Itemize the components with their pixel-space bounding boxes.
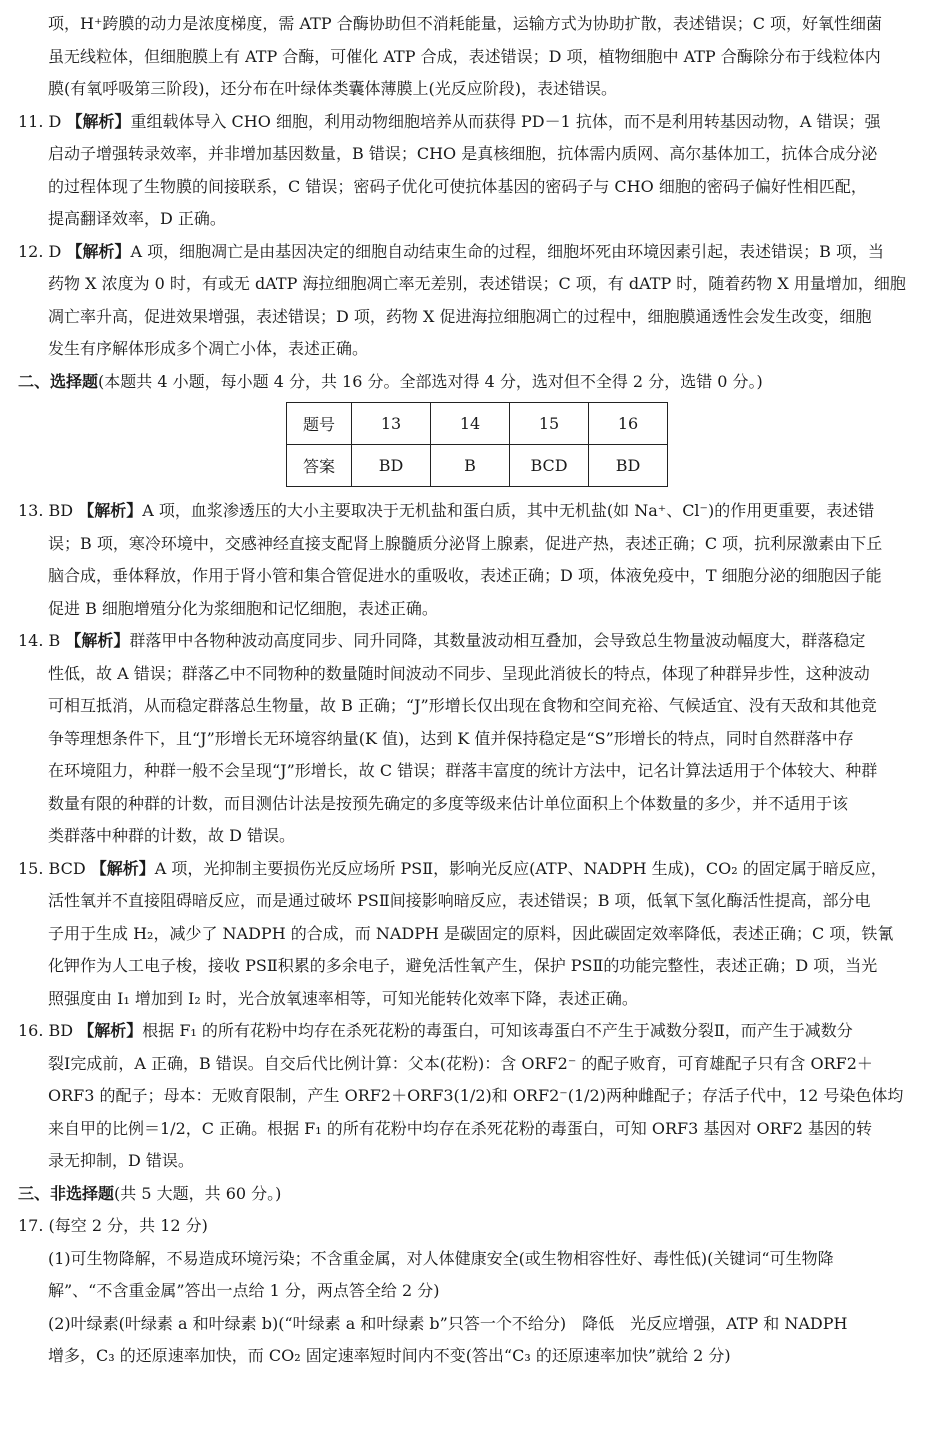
q13-line: 促进 B 细胞增殖分化为浆细胞和记忆细胞，表述正确。 — [48, 598, 438, 618]
question-16 — [18, 1015, 936, 1178]
q15-line: 化钾作为人工电子梭，接收 PSⅡ积累的多余电子，避免活性氧产生，保护 PSⅡ的功能完整性，表述正确；D 项，当光 — [48, 956, 878, 975]
q12-line: A 项，细胞凋亡是由基因决定的细胞自动结束生命的过程，细胞坏死由环境因素引起，表述错误；B 项，当 — [130, 241, 884, 261]
q11-answer: 11. D — [18, 111, 62, 131]
q15-line: 照强度由 I₁ 增加到 I₂ 时，光合放氧速率相等，可知光能转化效率下降，表述正确。 — [48, 988, 638, 1008]
table-row — [287, 403, 668, 445]
q10-continuation-line: 项，H⁺跨膜的动力是浓度梯度，需 ATP 合酶协助但不消耗能量，运输方式为协助扩散，表述错误；C 项，好氧性细菌 — [48, 14, 883, 33]
table-cell: B — [431, 445, 510, 487]
table-cell: 15 — [510, 403, 589, 445]
q13-line: 脑合成，垂体释放，作用于肾小管和集合管促进水的重吸收，表述正确；D 项，体液免疫中，T 细胞分泌的细胞因子能 — [48, 566, 882, 585]
q14-line: 在环境阻力，种群一般不会呈现“J”形增长，故 C 错误；群落丰富度的统计方法中，记名计算法适用于个体较大、种群 — [48, 761, 878, 780]
q16-answer: 16. BD — [18, 1021, 74, 1040]
section-3-heading — [18, 1178, 936, 1211]
q16-line: 裂Ⅰ完成前，A 正确，B 错误。自交后代比例计算：父本(花粉)：含 ORF2⁻ 的配子败育，可育雄配子只有含 ORF2＋ — [48, 1053, 873, 1073]
q14-line: 类群落中种群的计数，故 D 错误。 — [48, 826, 296, 845]
q15-analysis-tag: 【解析】 — [90, 858, 155, 878]
q15-answer: 15. BCD — [18, 858, 86, 878]
q11-line: 重组载体导入 CHO 细胞，利用动物细胞培养从而获得 PD－1 抗体，而不是利用转基因动物，A 错误；强 — [130, 111, 881, 131]
question-15 — [18, 853, 936, 1016]
table-cell: BD — [352, 445, 431, 487]
q16-line: ORF3 的配子；母本：无败育限制，产生 ORF2＋ORF3(1/2)和 ORF2⁻(1/2)两种雌配子；存活子代中，12 号染色体均 — [48, 1086, 904, 1105]
q10-continuation-line: 膜(有氧呼吸第三阶段)，还分布在叶绿体类囊体薄膜上(光反应阶段)，表述错误。 — [48, 79, 617, 98]
table-header-number: 题号 — [287, 403, 352, 445]
q17-part1-line: (1)可生物降解，不易造成环境污染；不含重金属，对人体健康安全(或生物相容性好、毒性低)(关键词“可生物降 — [48, 1248, 834, 1268]
q17-part1-line: 解”、“不含重金属”答出一点给 1 分，两点答全给 2 分) — [48, 1281, 440, 1300]
table-cell: 14 — [431, 403, 510, 445]
q16-line: 来自甲的比例＝1/2，C 正确。根据 F₁ 的所有花粉中均存在杀死花粉的毒蛋白，可知 ORF3 基因对 ORF2 基因的转 — [48, 1118, 873, 1138]
q11-line: 启动子增强转录效率，并非增加基因数量，B 错误；CHO 是真核细胞，抗体需内质网、高尔基体加工，抗体合成分泌 — [48, 144, 878, 163]
section-3-desc: (共 5 大题，共 60 分。) — [114, 1183, 282, 1203]
q12-answer: 12. D — [18, 241, 62, 261]
table-cell: BCD — [510, 445, 589, 487]
q13-line: 误；B 项，寒冷环境中，交感神经直接支配肾上腺髓质分泌肾上腺素，促进产热，表述正确；C 项，抗利尿激素由下丘 — [48, 533, 883, 553]
q13-answer: 13. BD — [18, 501, 74, 520]
q14-analysis-tag: 【解析】 — [65, 631, 130, 650]
answer-key-page — [18, 8, 936, 1373]
q12-line: 凋亡率升高，促进效果增强，表述错误；D 项，药物 X 促进海拉细胞凋亡的过程中，细胞膜通透性会发生改变，细胞 — [48, 306, 872, 326]
q16-analysis-tag: 【解析】 — [78, 1021, 143, 1040]
section-3-title: 三、非选择题 — [18, 1183, 115, 1203]
question-12 — [18, 236, 936, 366]
table-cell: BD — [589, 445, 668, 487]
q16-line: 录无抑制，D 错误。 — [48, 1151, 194, 1170]
table-cell: 16 — [589, 403, 668, 445]
q14-line: 可相互抵消，从而稳定群落总生物量，故 B 正确；“J”形增长仅出现在食物和空间充裕、气候适宜、没有天敌和其他竞 — [48, 696, 877, 715]
q11-line: 提高翻译效率，D 正确。 — [48, 209, 226, 228]
q11-analysis-tag: 【解析】 — [66, 111, 131, 131]
q15-line: 活性氧并不直接阻碍暗反应，而是通过破坏 PSⅡ间接影响暗反应，表述错误；B 项，低氧下氢化酶活性提高，部分电 — [48, 891, 871, 910]
q13-line: A 项，血浆渗透压的大小主要取决于无机盐和蛋白质，其中无机盐(如 Na⁺、Cl⁻)的作用更重要，表述错 — [142, 501, 875, 520]
section-2-desc: (本题共 4 小题，每小题 4 分，共 16 分。全部选对得 4 分，选对但不全得 2 分，选错 0 分。) — [98, 371, 763, 391]
table-header-answer: 答案 — [287, 445, 352, 487]
question-13 — [18, 495, 936, 625]
q12-line: 发生有序解体形成多个凋亡小体，表述正确。 — [48, 339, 369, 358]
q14-line: 性低，故 A 错误；群落乙中不同物种的数量随时间波动不同步、呈现此消彼长的特点，体现了种群异步性，这种波动 — [48, 663, 870, 683]
answer-table — [286, 402, 668, 487]
table-row — [287, 445, 668, 487]
q12-analysis-tag: 【解析】 — [66, 241, 131, 261]
table-cell: 13 — [352, 403, 431, 445]
q12-line: 药物 X 浓度为 0 时，有或无 dATP 海拉细胞凋亡率无差别，表述错误；C 项，有 dATP 时，随着药物 X 用量增加，细胞 — [48, 274, 906, 293]
q14-line: 争等理想条件下，且“J”形增长无环境容纳量(K 值)，达到 K 值并保持稳定是“S”形增长的特点，同时自然群落中存 — [48, 728, 854, 748]
q10-continuation-line: 虽无线粒体，但细胞膜上有 ATP 合酶，可催化 ATP 合成，表述错误；D 项，植物细胞中 ATP 合酶除分布于线粒体内 — [48, 46, 881, 66]
q17-part2-line: (2)叶绿素(叶绿素 a 和叶绿素 b)(“叶绿素 a 和叶绿素 b”只答一个不给分) 降低 光反应增强，ATP 和 NADPH — [48, 1313, 848, 1333]
q14-line: 群落甲中各物种波动高度同步、同升同降，其数量波动相互叠加，会导致总生物量波动幅度大，群落稳定 — [129, 631, 866, 650]
q16-line: 根据 F₁ 的所有花粉中均存在杀死花粉的毒蛋白，可知该毒蛋白不产生于减数分裂Ⅱ，而产生于减数分 — [142, 1021, 853, 1040]
question-17 — [18, 1210, 936, 1373]
question-11 — [18, 106, 936, 236]
q13-analysis-tag: 【解析】 — [78, 501, 143, 520]
section-2-title: 二、选择题 — [18, 371, 99, 391]
q11-line: 的过程体现了生物膜的间接联系，C 错误；密码子优化可使抗体基因的密码子与 CHO 细胞的密码子偏好性相匹配， — [48, 176, 867, 196]
q15-line: A 项，光抑制主要损伤光反应场所 PSⅡ，影响光反应(ATP、NADPH 生成)，CO₂ 的固定属于暗反应， — [154, 858, 887, 878]
section-2-heading — [18, 366, 936, 399]
q15-line: 子用于生成 H₂，减少了 NADPH 的合成，而 NADPH 是碳固定的原料，因此碳固定效率降低，表述正确；C 项，铁氰 — [48, 923, 894, 943]
q14-line: 数量有限的种群的计数，而目测估计法是按预先确定的多度等级来估计单位面积上个体数量的多少，并不适用于该 — [48, 793, 849, 813]
q14-answer: 14. B — [18, 631, 61, 650]
q17-part2-line: 增多，C₃ 的还原速率加快，而 CO₂ 固定速率短时间内不变(答出“C₃ 的还原速率加快”就给 2 分) — [48, 1346, 731, 1365]
q17-heading: 17. (每空 2 分，共 12 分) — [18, 1216, 208, 1235]
question-14 — [18, 625, 936, 853]
